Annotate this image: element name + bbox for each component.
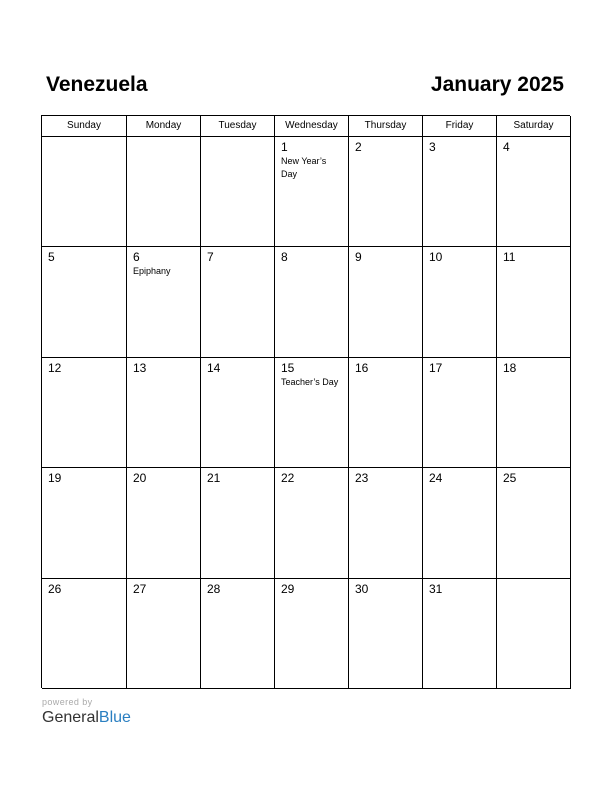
day-cell (127, 468, 201, 578)
day-number: 8 (281, 250, 288, 265)
day-cell (423, 579, 497, 689)
day-cell (42, 247, 127, 357)
day-cell (127, 137, 201, 247)
day-cell (497, 247, 571, 357)
weekday-header-monday: Monday (127, 116, 201, 137)
day-number: 27 (133, 581, 147, 596)
day-cell (42, 468, 127, 578)
day-number: 30 (355, 581, 369, 596)
day-cell (497, 468, 571, 578)
generalblue-logo[interactable] (42, 708, 131, 728)
day-number: 7 (207, 250, 214, 265)
weekday-header-sunday: Sunday (42, 116, 127, 137)
day-number: 1 (281, 140, 288, 154)
day-number: 18 (503, 360, 517, 375)
day-number: 26 (48, 581, 62, 596)
footer (42, 696, 131, 728)
day-cell (42, 137, 127, 247)
day-cell (423, 137, 497, 247)
holiday-label: Epiphany (133, 266, 171, 277)
day-cell (127, 358, 201, 468)
day-cell (349, 358, 423, 468)
day-cell (497, 579, 571, 689)
day-cell (349, 137, 423, 247)
day-number: 13 (133, 360, 147, 375)
logo-blue-text: Blue (98, 709, 131, 726)
day-cell (127, 247, 201, 357)
day-cell (42, 358, 127, 468)
weekday-header-tuesday: Tuesday (201, 116, 275, 137)
day-number: 3 (429, 140, 436, 154)
day-number: 15 (281, 360, 295, 375)
day-number: 21 (207, 471, 221, 486)
day-number: 5 (48, 250, 55, 265)
holiday-label: Teacher’s Day (281, 376, 339, 387)
day-number: 29 (281, 581, 295, 596)
day-cell (275, 358, 349, 468)
logo-general-text: General (42, 709, 99, 726)
day-cell (497, 137, 571, 247)
weekday-header-wednesday: Wednesday (275, 116, 349, 137)
day-cell (423, 247, 497, 357)
day-number: 10 (429, 250, 443, 265)
day-cell (275, 137, 349, 247)
day-cell (201, 137, 275, 247)
day-cell (201, 247, 275, 357)
day-number: 12 (48, 360, 62, 375)
day-number: 25 (503, 471, 517, 486)
day-cell (349, 247, 423, 357)
weekday-header-friday: Friday (423, 116, 497, 137)
day-number: 19 (48, 471, 62, 486)
day-cell (423, 358, 497, 468)
day-number: 22 (281, 471, 295, 486)
day-cell (275, 579, 349, 689)
day-number: 9 (355, 250, 362, 265)
day-number: 14 (207, 360, 221, 375)
day-cell (275, 468, 349, 578)
calendar-header (42, 70, 570, 100)
day-number: 20 (133, 471, 147, 486)
day-cell (127, 579, 201, 689)
day-cell (349, 468, 423, 578)
powered-by-text: powered by (42, 697, 93, 707)
day-number: 23 (355, 471, 369, 486)
weekday-header-saturday: Saturday (497, 116, 571, 137)
day-number: 24 (429, 471, 443, 486)
day-number: 28 (207, 581, 221, 596)
day-cell (42, 579, 127, 689)
day-number: 2 (355, 140, 362, 154)
day-cell (423, 468, 497, 578)
day-cell (201, 468, 275, 578)
day-number: 31 (429, 581, 443, 596)
country-title: Venezuela (46, 73, 148, 96)
day-number: 6 (133, 250, 140, 265)
day-number: 17 (429, 360, 443, 375)
day-cell (201, 358, 275, 468)
day-number: 16 (355, 360, 369, 375)
weekday-header-thursday: Thursday (349, 116, 423, 137)
month-title: January 2025 (430, 73, 564, 96)
day-cell (275, 247, 349, 357)
day-number: 4 (503, 140, 510, 154)
day-cell (349, 579, 423, 689)
calendar-grid (41, 115, 570, 688)
day-number: 11 (503, 250, 516, 265)
holiday-label: New Year’s Day (281, 156, 327, 179)
day-cell (497, 358, 571, 468)
day-cell (201, 579, 275, 689)
